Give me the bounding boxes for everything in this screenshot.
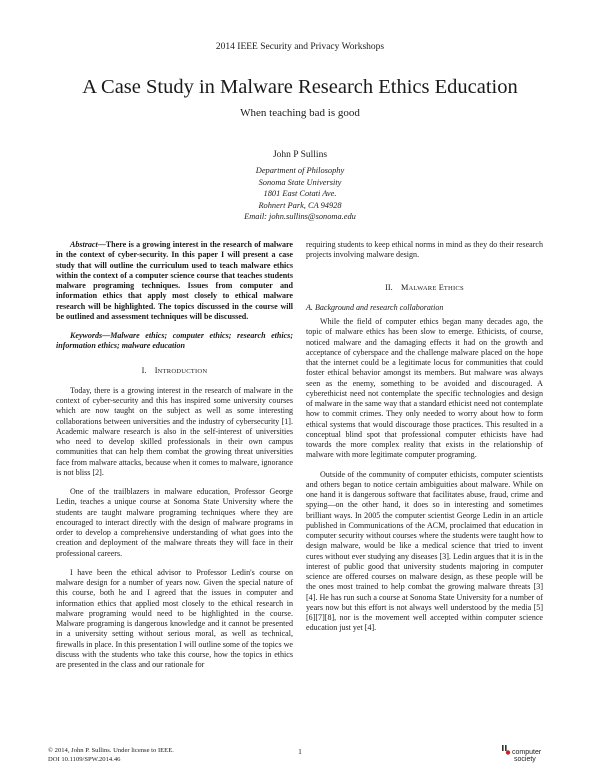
conference-name: 2014 IEEE Security and Privacy Workshops xyxy=(215,42,385,52)
right-column xyxy=(306,240,543,643)
affiliation-university: Sonoma State University xyxy=(258,177,342,187)
section-heading-cap: I xyxy=(154,365,158,375)
section-number: I. xyxy=(141,365,147,375)
intro-paragraph-3-continued: requiring students to keep ethical norms in mind as they do their research projects involving malware design. xyxy=(306,240,543,260)
logo-text-line-2: society xyxy=(514,756,536,763)
section-number: II. xyxy=(385,282,393,292)
keywords xyxy=(56,331,293,352)
ieee-computer-society-logo-icon xyxy=(500,744,546,766)
section-heading-introduction xyxy=(56,366,293,377)
section-heading-cap: M xyxy=(401,282,409,292)
abstract-label: Abstract— xyxy=(70,240,106,249)
affiliation-department: Department of Philosophy xyxy=(255,166,345,175)
intro-paragraph-3: I have been the ethical advisor to Professor Ledin's course on malware design for a number of years now. Given the special nature of this course, both he and I agreed that the issues in computer and information ethics that applied most closely to the ethical research in malware programing would need to be highlighted in the course. Malware programing is dangerous knowledge and it cannot be presented in a university setting without serious moral, as well as technical, firewalls in place. In this presentation I will outline some of the topics we discuss with the students who take this course, how the topics in ethics are presented in the class and our rationale for xyxy=(56,567,293,669)
logo-text-line-1: computer xyxy=(512,749,542,756)
keywords-text: Malware ethics; computer ethics; research ethics; information ethics; malware education xyxy=(56,331,293,351)
abstract-text: There is a growing interest in the research of malware in the context of cyber-security. In this paper I will present a case study that will outline the curriculum used to teach malware ethics within the context of a computer science course that teaches students malware programing techniques. Issues from computer and information ethics that apply most closely to ethical malware research will be highlighted. The topics discussed in the course will be outlined and assessment techniques will be discussed. xyxy=(56,240,293,321)
ethics-paragraph-2: Outside of the community of computer ethicists, computer scientists and others began to notice certain ambiguities about malware. While on one hand it is dangerous software that facilitates abuse, fraud, crime and spying—on the other hand, it does so in interesting and sometimes brilliant ways. In 2005 the computer scientist George Ledin in an article published in Communications of the ACM, proclaimed that education in computer security without courses where the students were taught how to design malware, would be like a medical science that tried to invent cures without ever studying any diseases [3]. Ledin argues that it is in the interest of public good that university students majoring in computer science are offered courses on malware design, as these people will be the ones most trained to help combat the growing malware threats [3] [4]. He has run such a course at Sonoma State University for a number of years now but this effort is not always well understood by the media [5][6][7][8], nor is the movement well accepted within computer science education just yet [4]. xyxy=(306,469,543,633)
logo-text xyxy=(512,749,541,763)
paper-title: A Case Study in Malware Research Ethics Education xyxy=(82,76,518,98)
section-heading-rest-2: THICS xyxy=(443,284,464,292)
abstract xyxy=(56,240,293,322)
section-heading-rest: ALWARE xyxy=(408,284,437,292)
left-column xyxy=(56,240,293,679)
copyright-line: © 2014, John P. Sullins. Under license to IEEE. xyxy=(48,747,174,754)
section-heading-cap-2: E xyxy=(438,282,444,292)
intro-paragraph-1: Today, there is a growing interest in the research of malware in the context of cyber-security and this has inspired some university courses which are now taught on the subject as well as some interesting collaborations between universities and the industry of cybersecurity [1]. Academic malware research is also in the self-interest of universities who need to develop skilled professionals in their own campus communities that can help them combat the growing threat universities face from malware attacks, because when it comes to malware, ignorance is not bliss [2]. xyxy=(56,385,293,477)
paper-subtitle: When teaching bad is good xyxy=(240,107,360,119)
intro-paragraph-2: One of the trailblazers in malware education, Professor George Ledin, teaches a unique course at Sonoma State University where the students are taught malware programing techniques where they are encouraged to interact directly with the design of malware programs in order to develop a comprehensive understanding of what goes into the creation and deployment of the malware threats they will face in their professional careers. xyxy=(56,487,293,558)
doi-line: DOI 10.1109/SPW.2014.46 xyxy=(48,755,121,763)
author-name: John P Sullins xyxy=(272,150,328,160)
section-heading-malware-ethics xyxy=(306,283,543,294)
keywords-label: Keywords— xyxy=(70,331,111,340)
subsection-heading: A. Background and research collaboration xyxy=(306,302,444,312)
section-heading-rest: NTRODUCTION xyxy=(157,367,208,375)
affiliation-email: Email: john.sullins@sonoma.edu xyxy=(244,212,356,221)
affiliation-city: Rohnert Park, CA 94928 xyxy=(258,200,342,210)
ethics-paragraph-1: While the field of computer ethics began many decades ago, the topic of malware ethics has been slow to emerge. Ethicists, of course, noticed malware and the damaging effects it had on the growth and acceptance of cyberspace and the challenge malware placed on the hope that the internet could be a legitimate locus for communities that could foster ethical behavior amongst its members. But malware was always seen as the enemy, something to be avoided and discouraged. A cyberethicist need not contemplate the specific technologies and design of malware in the same way that a standard ethicist need not contemplate how to commit crimes. They only needed to worry about how to form ethical systems that would discourage those practices. This resulted in a conceptual blind spot that professional computer ethicists have had towards the more complex reality that exists in the relationship of malware with more legitimate computer programing. xyxy=(306,317,543,460)
author-affiliation xyxy=(0,165,600,223)
page-number: 1 xyxy=(298,747,302,756)
affiliation-street: 1801 East Cotati Ave. xyxy=(263,189,337,198)
